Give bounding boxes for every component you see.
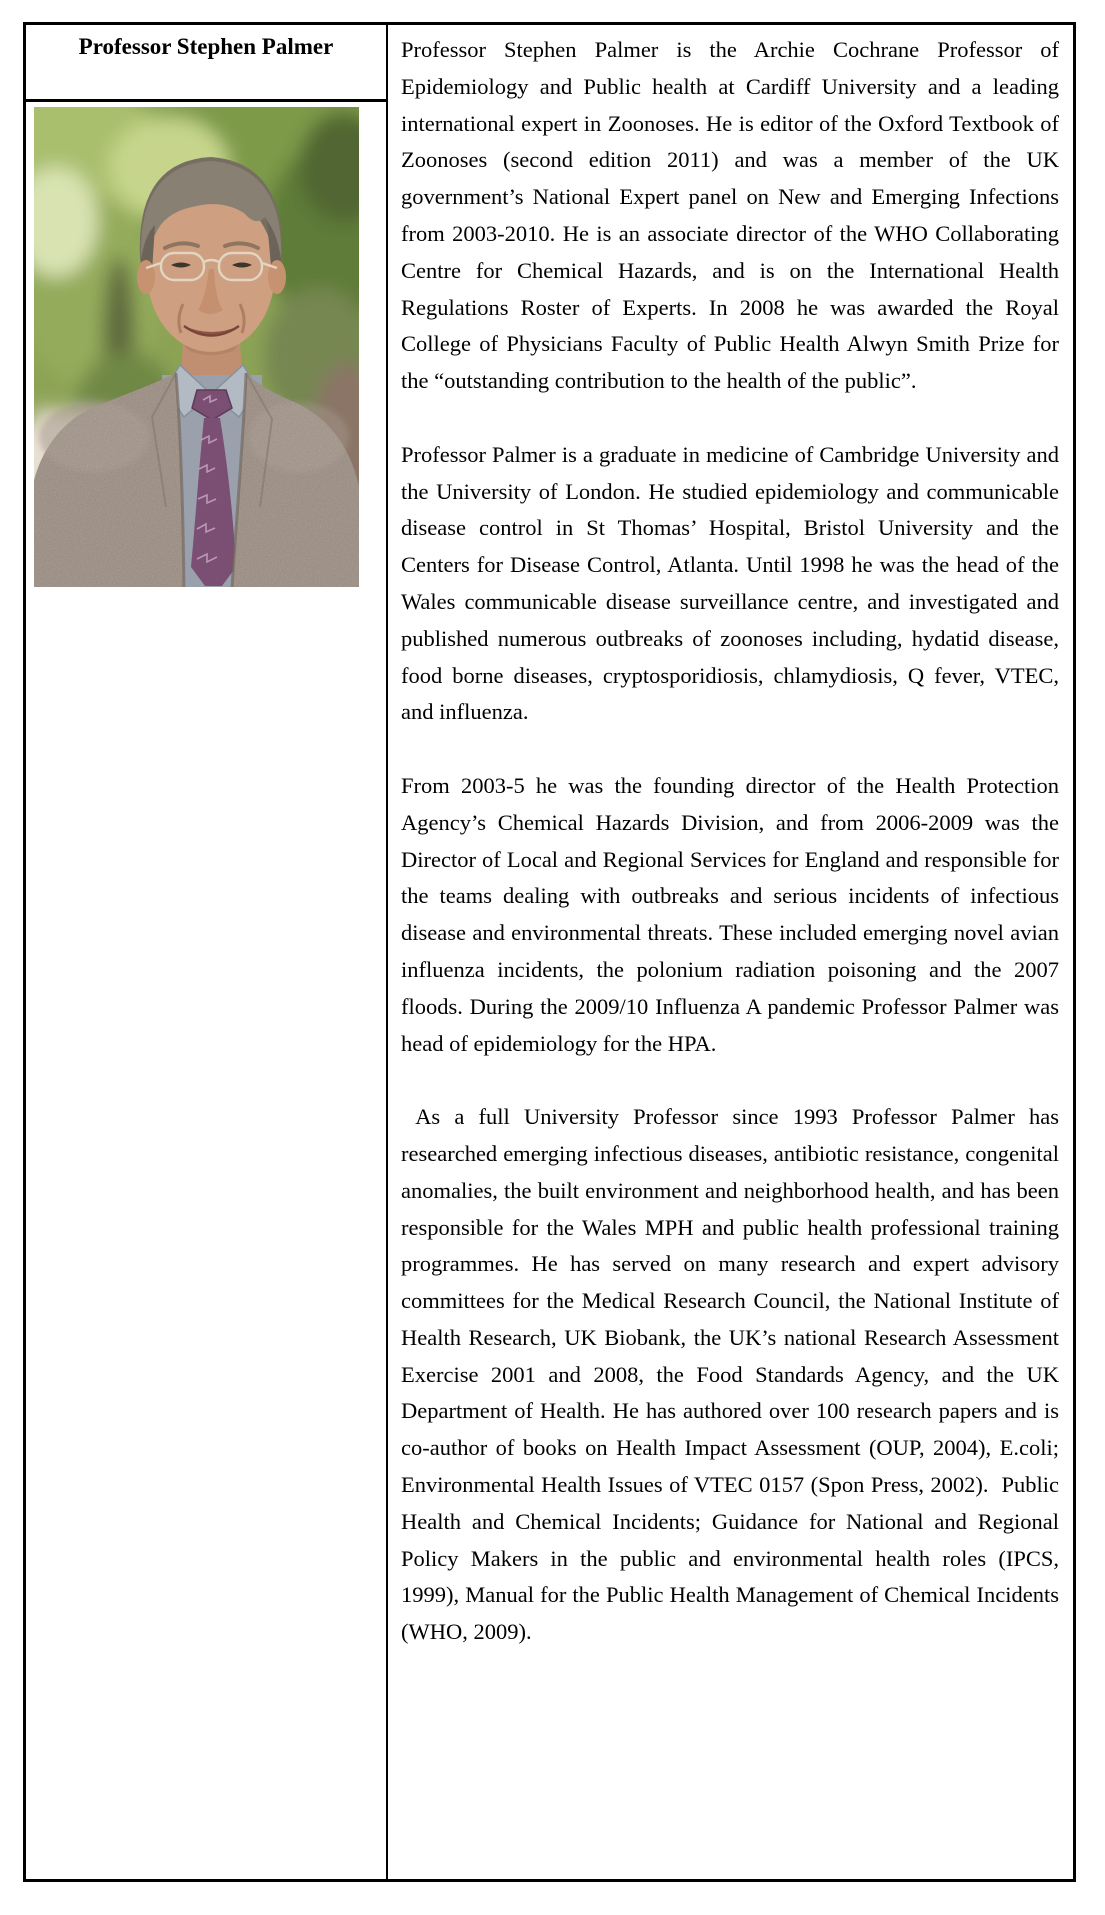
bio-table [23,22,1076,1882]
bio-paragraph: Professor Stephen Palmer is the Archie Cochrane Professor of Epidemiology and Public health at Cardiff University and a leading international expert in Zoonoses. He is editor of the Oxford Textbook of Zoonoses (second edition 2011) and was a member of the UK government’s National Expert panel on New and Emerging Infections from 2003-2010. He is an associate director of the WHO Collaborating Centre for Chemical Hazards, and is on the International Health Regulations Roster of Experts. In 2008 he was awarded the Royal College of Physicians Faculty of Public Health Alwyn Smith Prize for the “outstanding contribution to the health of the public”. [401,37,1065,394]
bio-paragraph: From 2003-5 he was the founding director of the Health Protection Agency’s Chemical Hazards Division, and from 2006-2009 was the Director of Local and Regional Services for England and responsible for the teams dealing with outbreaks and serious incidents of infectious disease and environmental threats. These included emerging novel avian influenza incidents, the polonium radiation poisoning and the 2007 floods. During the 2009/10 Influenza A pandemic Professor Palmer was head of epidemiology for the HPA. [401,772,1065,1056]
biography-text-cell [388,25,1073,1879]
bio-paragraph: As a full University Professor since 1993 Professor Palmer has researched emerging infectious diseases, antibiotic resistance, congenital anomalies, the built environment and neighborhood health, and has been responsible for the Wales MPH and public health professional training programmes. He has served on many research and expert advisory committees for the Medical Research Council, the National Institute of Health Research, UK Biobank, the UK’s national Research Assessment Exercise 2001 and 2008, the Food Standards Agency, and the UK Department of Health. He has authored over 100 research papers and is co-author of books on Health Impact Assessment (OUP, 2004), E.coli; Environmental Health Issues of VTEC 0157 (Spon Press, 2002). Public Health and Chemical Incidents; Guidance for National and Regional Policy Makers in the public and environmental health roles (IPCS, 1999), Manual for the Public Health Management of Chemical Incidents (WHO, 2009). [401,1104,1065,1645]
professor-name-header: Professor Stephen Palmer [26,25,386,102]
professor-portrait-photo [34,107,359,587]
bio-paragraph: Professor Palmer is a graduate in medicine of Cambridge University and the University of London. He studied epidemiology and communicable disease control in St Thomas’ Hospital, Bristol University and the Centers for Disease Control, Atlanta. Until 1998 he was the head of the Wales communicable disease surveillance centre, and investigated and published numerous outbreaks of zoonoses including, hydatid disease, food borne diseases, cryptosporidiosis, chlamydiosis, Q fever, VTEC, and influenza. [401,441,1065,725]
left-column [26,25,388,1879]
photo-cell [26,102,386,587]
